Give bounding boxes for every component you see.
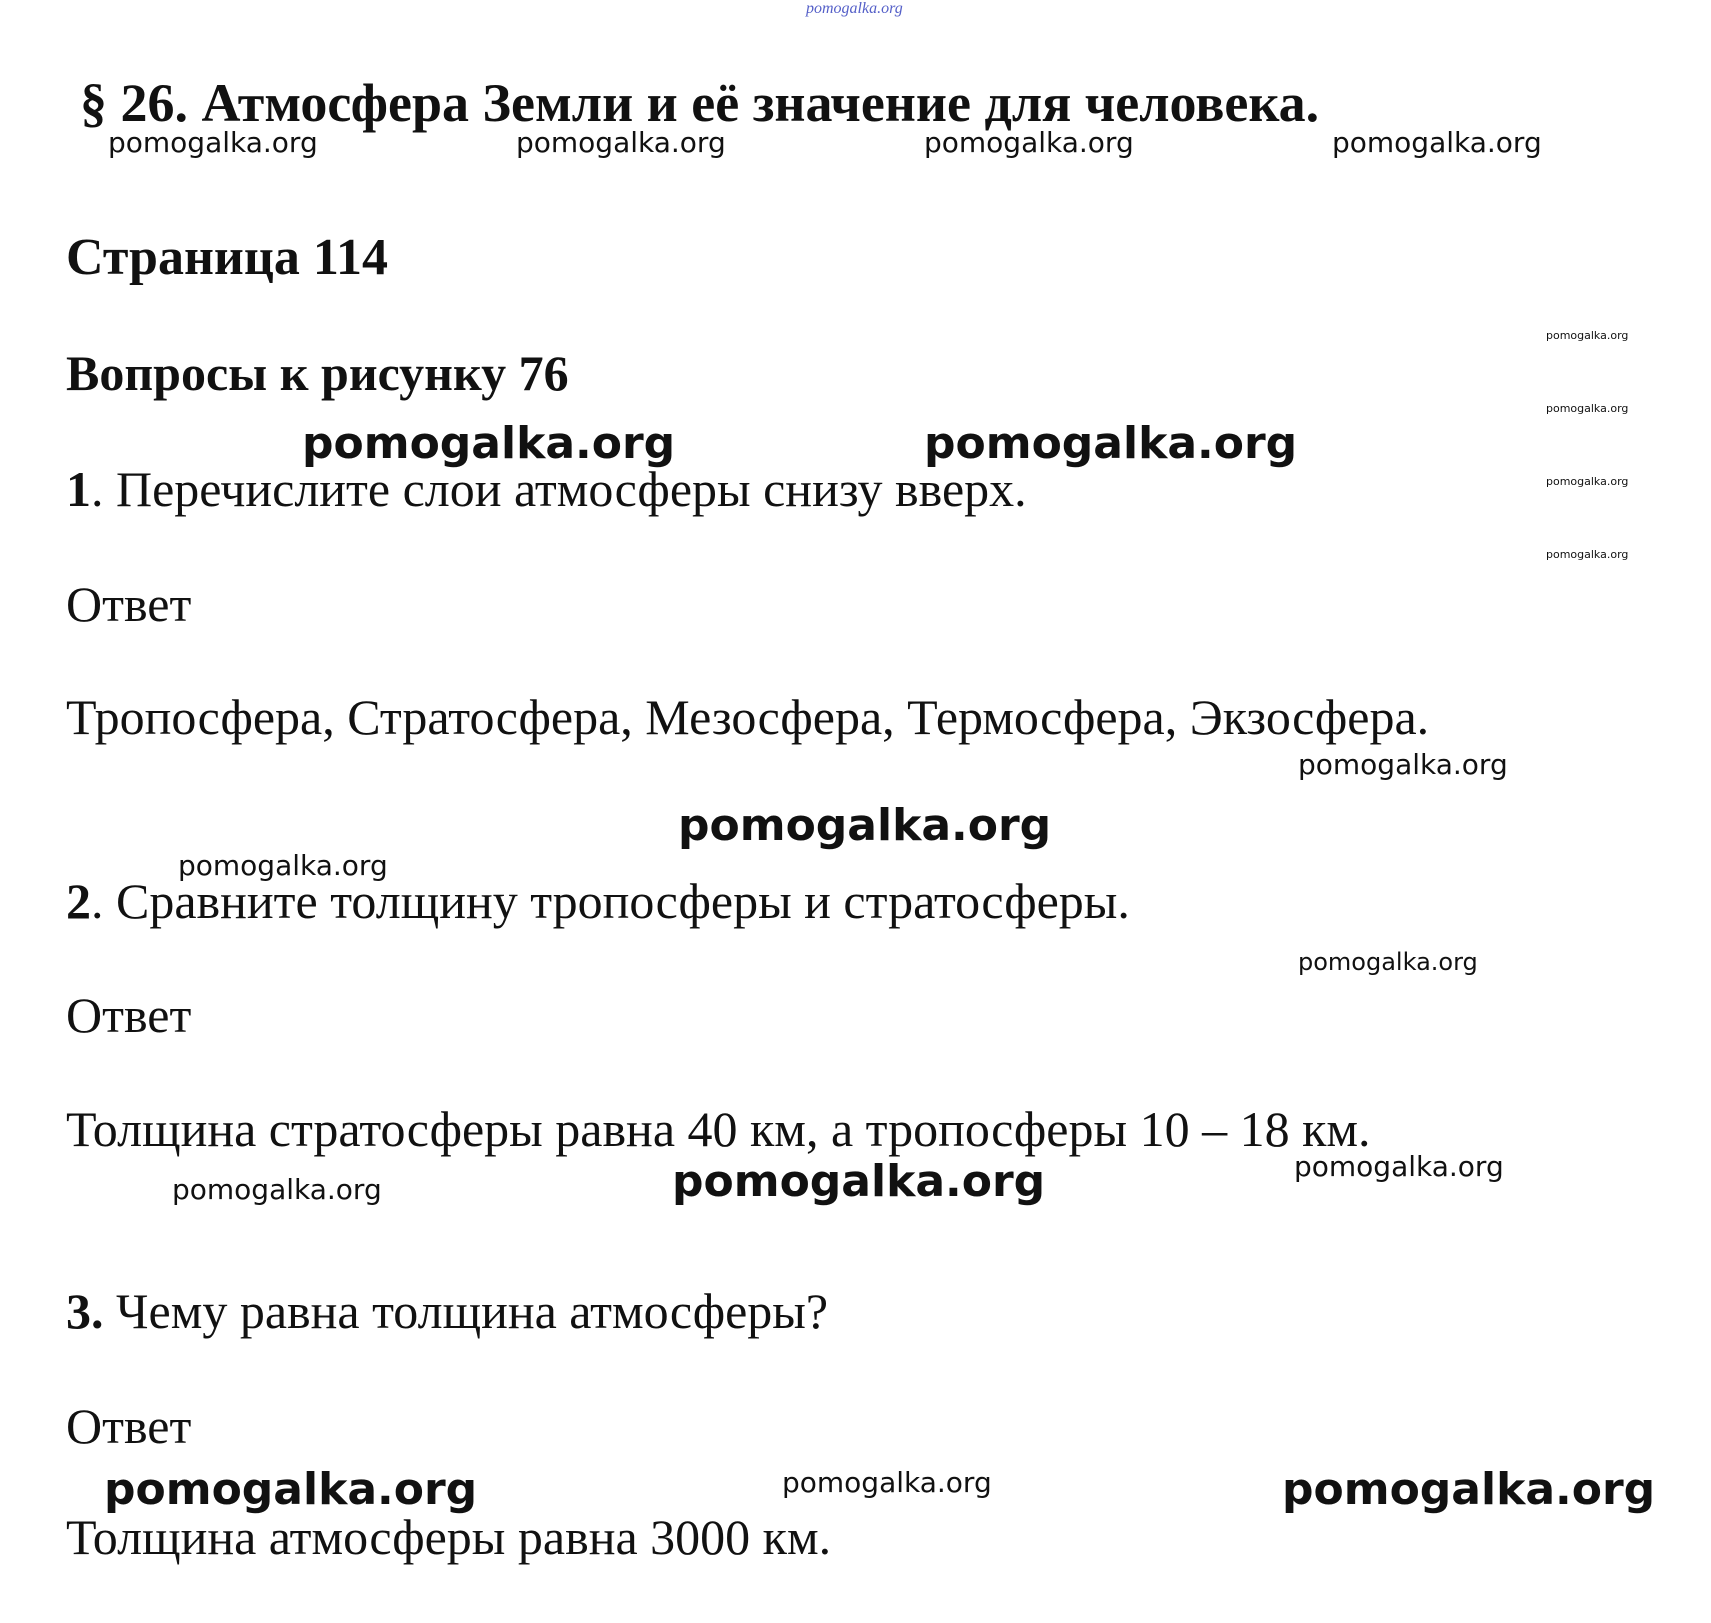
watermark: pomogalka.org — [1298, 748, 1508, 781]
watermark: pomogalka.org — [1546, 475, 1629, 488]
answer-label: Ответ — [66, 576, 192, 632]
page-title: § 26. Атмосфера Земли и её значение для человека. — [80, 73, 1320, 133]
question-3 — [66, 1282, 828, 1340]
question-number: 3. — [66, 1283, 104, 1339]
answer-label: Ответ — [66, 1398, 192, 1454]
watermark: pomogalka.org — [1294, 1150, 1504, 1183]
answer-text: Толщина атмосферы равна 3000 км. — [66, 1509, 832, 1565]
question-2 — [66, 872, 1130, 930]
answer-label: Ответ — [66, 987, 192, 1043]
header-watermark: pomogalka.org — [806, 0, 903, 17]
answer-text: Толщина стратосферы равна 40 км, а тропосферы 10 – 18 км. — [66, 1101, 1371, 1157]
question-text: Сравните толщину тропосферы и стратосферы. — [103, 873, 1130, 929]
question-number-suffix: . — [91, 461, 104, 517]
watermark: pomogalka.org — [108, 126, 318, 159]
question-number: 1 — [66, 461, 91, 517]
watermark: pomogalka.org — [672, 1156, 1046, 1207]
watermark: pomogalka.org — [678, 800, 1052, 851]
watermark: pomogalka.org — [782, 1466, 992, 1499]
page-label: Страница 114 — [66, 229, 388, 286]
question-text: Чему равна толщина атмосферы? — [103, 1283, 829, 1339]
question-1 — [66, 460, 1027, 518]
watermark: pomogalka.org — [1546, 402, 1629, 415]
watermark: pomogalka.org — [172, 1173, 382, 1206]
watermark: pomogalka.org — [302, 418, 676, 469]
question-text: Перечислите слои атмосферы снизу вверх. — [103, 461, 1027, 517]
watermark: pomogalka.org — [104, 1464, 478, 1515]
watermark: pomogalka.org — [1546, 329, 1629, 342]
watermark: pomogalka.org — [178, 849, 388, 882]
question-number-suffix: . — [91, 873, 104, 929]
watermark: pomogalka.org — [924, 126, 1134, 159]
watermark: pomogalka.org — [1332, 126, 1542, 159]
watermark: pomogalka.org — [1298, 948, 1478, 976]
question-number: 2 — [66, 873, 91, 929]
section-heading: Вопросы к рисунку 76 — [66, 345, 569, 401]
watermark: pomogalka.org — [516, 126, 726, 159]
answer-text: Тропосфера, Стратосфера, Мезосфера, Термосфера, Экзосфера. — [66, 689, 1430, 745]
watermark: pomogalka.org — [1546, 548, 1629, 561]
watermark: pomogalka.org — [1282, 1464, 1656, 1515]
watermark: pomogalka.org — [924, 418, 1298, 469]
